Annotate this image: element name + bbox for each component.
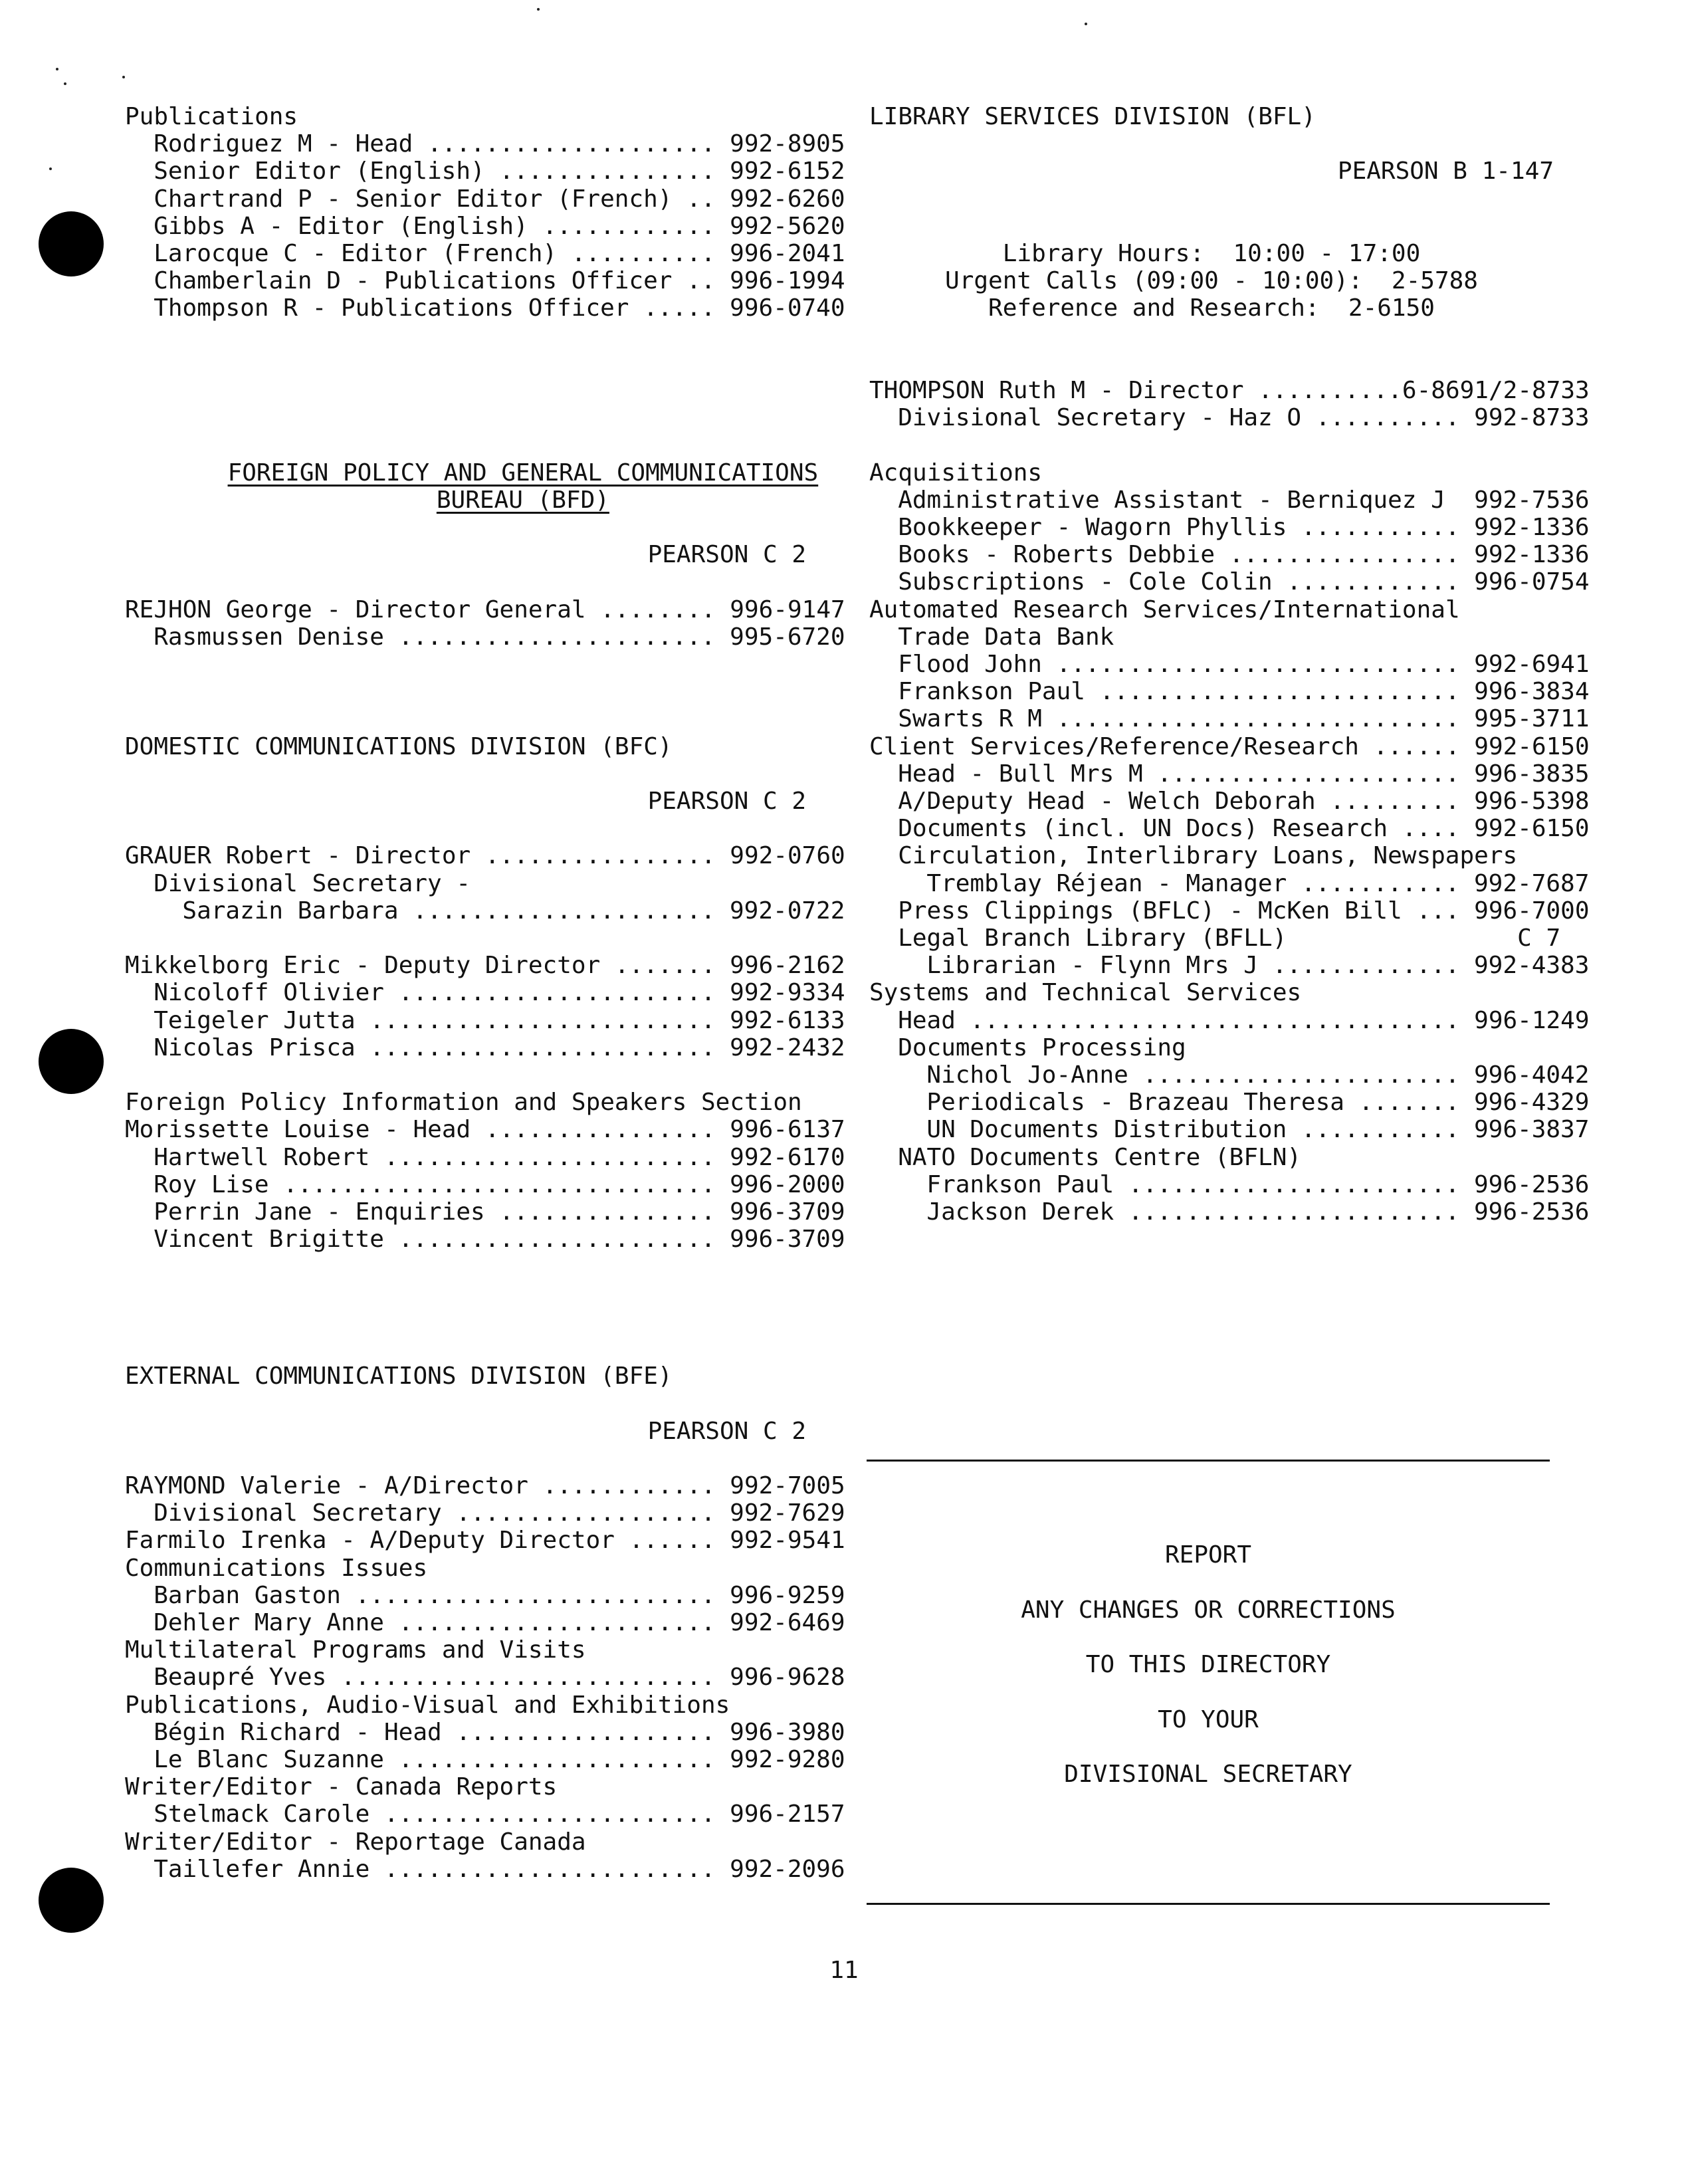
directory-line: PEARSON C 2 — [647, 1417, 806, 1445]
directory-line: NATO Documents Centre (BFLN) — [898, 1143, 1302, 1171]
directory-line: Nicoloff Olivier ...................... 992-9334 — [154, 979, 845, 1007]
directory-line: RAYMOND Valerie - A/Director ............ 992-7005 — [125, 1472, 845, 1499]
directory-line: Jackson Derek ....................... 996-2536 — [926, 1198, 1590, 1226]
directory-line: Writer/Editor - Canada Reports — [125, 1773, 558, 1801]
directory-line: FOREIGN POLICY AND GENERAL COMMUNICATIONS — [227, 459, 819, 487]
directory-line: Vincent Brigitte ...................... 996-3709 — [154, 1226, 845, 1254]
directory-line: Legal Branch Library (BFLL) C 7 — [898, 925, 1561, 952]
directory-line: Head .................................. 996-1249 — [898, 1006, 1590, 1034]
directory-line: Gibbs A - Editor (English) ............ 992-5620 — [154, 212, 845, 240]
directory-line: Beaupré Yves .......................... 996-9628 — [154, 1664, 845, 1692]
directory-line: Librarian - Flynn Mrs J ............. 992-4383 — [926, 952, 1590, 980]
scan-speck — [1085, 23, 1087, 25]
directory-line: Publications, Audio-Visual and Exhibitions — [125, 1691, 730, 1719]
punch-hole-middle — [39, 1029, 104, 1094]
directory-line: Subscriptions - Cole Colin ............ 996-0754 — [898, 568, 1590, 596]
directory-line: Flood John ............................ 992-6941 — [898, 651, 1590, 678]
directory-line: DOMESTIC COMMUNICATIONS DIVISION (BFC) — [125, 732, 673, 760]
directory-line: GRAUER Robert - Director ................ 992-0760 — [125, 842, 845, 870]
scan-speck — [64, 82, 66, 85]
directory-line: Swarts R M ............................ 995-3711 — [898, 705, 1590, 733]
notice-line: DIVISIONAL SECRETARY — [1064, 1761, 1352, 1789]
directory-line: Urgent Calls (09:00 - 10:00): 2-5788 — [945, 267, 1478, 295]
directory-line: LIBRARY SERVICES DIVISION (BFL) — [869, 103, 1316, 130]
scan-speck — [56, 68, 58, 70]
scan-speck — [49, 167, 52, 170]
directory-line: Client Services/Reference/Research ...... 992-6150 — [869, 732, 1590, 760]
directory-line: Communications Issues — [125, 1554, 428, 1582]
directory-line: Books - Roberts Debbie ................ 992-1336 — [898, 541, 1590, 569]
directory-line: Hartwell Robert ....................... 992-6170 — [154, 1143, 845, 1171]
directory-line: Rasmussen Denise ...................... 995-6720 — [154, 623, 845, 651]
directory-line: Nichol Jo-Anne ...................... 996-4042 — [926, 1061, 1590, 1089]
directory-line: Barban Gaston ......................... 996-9259 — [154, 1581, 845, 1609]
directory-line: Taillefer Annie ....................... 992-2096 — [154, 1855, 845, 1883]
directory-line: Acquisitions — [869, 459, 1043, 487]
directory-line: Tremblay Réjean - Manager ........... 992-7687 — [926, 869, 1590, 897]
directory-line: Senior Editor (English) ............... 992-6152 — [154, 158, 845, 185]
directory-line: BUREAU (BFD) — [436, 486, 609, 514]
page-number: 11 — [829, 1957, 859, 1984]
directory-line: Sarazin Barbara ..................... 992-0722 — [182, 897, 845, 925]
directory-line: Reference and Research: 2-6150 — [988, 294, 1435, 322]
directory-line: Chartrand P - Senior Editor (French) .. 992-6260 — [154, 185, 845, 213]
directory-line: Teigeler Jutta ........................ 992-6133 — [154, 1006, 845, 1034]
directory-line: Nicolas Prisca ........................ 992-2432 — [154, 1034, 845, 1061]
directory-line: PEARSON C 2 — [647, 788, 806, 815]
directory-line: Automated Research Services/International — [869, 596, 1460, 623]
directory-line: Trade Data Bank — [898, 623, 1114, 651]
directory-line: UN Documents Distribution ........... 996-3837 — [926, 1116, 1590, 1144]
directory-line: Rodriguez M - Head .................... 992-8905 — [154, 130, 845, 158]
directory-line: PEARSON B 1-147 — [1337, 158, 1554, 185]
directory-line: Periodicals - Brazeau Theresa ....... 996-4329 — [926, 1089, 1590, 1117]
directory-line: Divisional Secretary - Haz O .......... 992-8733 — [898, 404, 1590, 432]
directory-line: Le Blanc Suzanne ...................... 992-9280 — [154, 1746, 845, 1773]
notice-line: REPORT — [1164, 1541, 1252, 1569]
directory-line: Systems and Technical Services — [869, 979, 1302, 1007]
directory-line: Bookkeeper - Wagorn Phyllis ........... 992-1336 — [898, 514, 1590, 541]
directory-line: Multilateral Programs and Visits — [125, 1636, 586, 1664]
directory-line: Chamberlain D - Publications Officer .. 996-1994 — [154, 267, 845, 295]
directory-line: Divisional Secretary - — [154, 869, 471, 897]
directory-line: Documents (incl. UN Docs) Research .... 992-6150 — [898, 815, 1590, 843]
directory-line: Circulation, Interlibrary Loans, Newspapers — [898, 842, 1518, 870]
directory-line: Dehler Mary Anne ...................... 992-6469 — [154, 1609, 845, 1636]
punch-hole-top — [39, 211, 104, 276]
directory-line: Perrin Jane - Enquiries ............... 996-3709 — [154, 1198, 845, 1226]
directory-line: Writer/Editor - Reportage Canada — [125, 1828, 586, 1856]
directory-line: Morissette Louise - Head ................ 996-6137 — [125, 1116, 845, 1144]
directory-line: Press Clippings (BFLC) - McKen Bill ... 996-7000 — [898, 897, 1590, 925]
directory-line: Larocque C - Editor (French) .......... 996-2041 — [154, 240, 845, 267]
directory-line: Head - Bull Mrs M ..................... 996-3835 — [898, 760, 1590, 788]
notice-bottom-rule — [867, 1903, 1550, 1905]
directory-line: Bégin Richard - Head .................. 996-3980 — [154, 1718, 845, 1746]
directory-line: Publications — [125, 103, 298, 130]
scan-speck — [537, 8, 540, 11]
directory-line: Roy Lise .............................. 996-2000 — [154, 1170, 845, 1198]
notice-line: TO YOUR — [1158, 1705, 1259, 1733]
directory-line: Library Hours: 10:00 - 17:00 — [1002, 240, 1421, 267]
notice-line: ANY CHANGES OR CORRECTIONS — [1021, 1596, 1396, 1624]
directory-line: EXTERNAL COMMUNICATIONS DIVISION (BFE) — [125, 1363, 673, 1390]
directory-line: A/Deputy Head - Welch Deborah ......... 996-5398 — [898, 788, 1590, 815]
directory-line: Farmilo Irenka - A/Deputy Director ...... 992-9541 — [125, 1527, 845, 1555]
directory-line: Mikkelborg Eric - Deputy Director ....... 996-2162 — [125, 952, 845, 980]
directory-line: Frankson Paul ....................... 996-2536 — [926, 1170, 1590, 1198]
directory-line: REJHON George - Director General ........ 996-9147 — [125, 596, 845, 623]
directory-line: Foreign Policy Information and Speakers Section — [125, 1089, 802, 1117]
directory-line: Frankson Paul ......................... 996-3834 — [898, 678, 1590, 706]
directory-line: Administrative Assistant - Berniquez J 992-7536 — [898, 486, 1590, 514]
directory-line: Divisional Secretary .................. 992-7629 — [154, 1499, 845, 1527]
directory-line: Stelmack Carole ....................... 996-2157 — [154, 1801, 845, 1828]
directory-line: PEARSON C 2 — [647, 541, 806, 569]
directory-line: Thompson R - Publications Officer ..... 996-0740 — [154, 294, 845, 322]
notice-box — [867, 1543, 1550, 1818]
directory-line: Documents Processing — [898, 1034, 1186, 1061]
directory-line: THOMPSON Ruth M - Director ..........6-8691/2-8733 — [869, 377, 1590, 404]
notice-top-rule — [867, 1460, 1550, 1462]
punch-hole-bottom — [39, 1868, 104, 1933]
notice-line: TO THIS DIRECTORY — [1085, 1651, 1331, 1679]
scan-speck — [122, 76, 125, 78]
